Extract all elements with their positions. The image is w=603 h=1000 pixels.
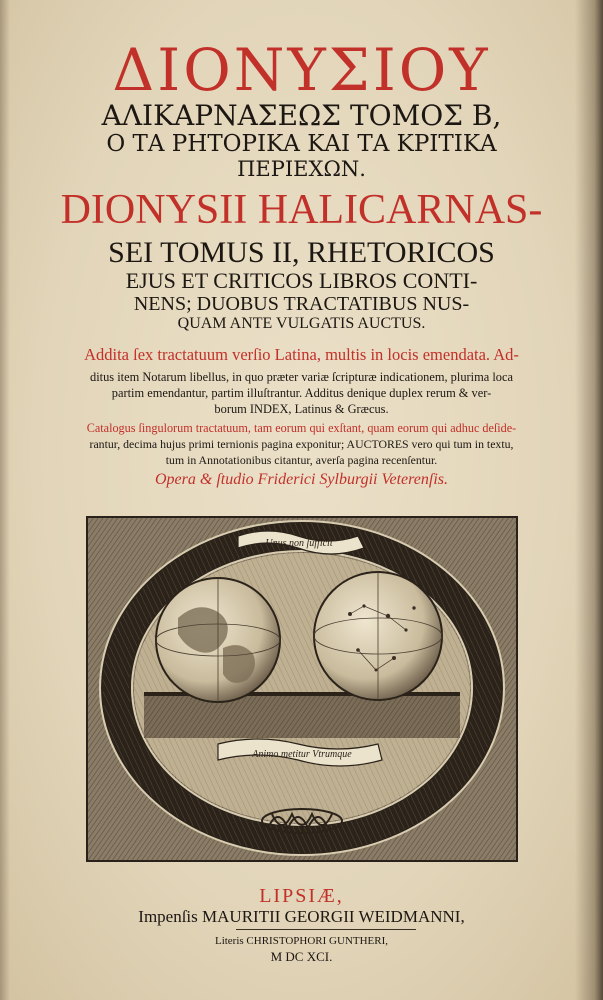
editor-line: Opera & ſtudio Friderici Sylburgii Veterenſis. xyxy=(155,471,448,488)
addita-line-4: borum INDEX, Latinus & Græcus. xyxy=(214,402,389,416)
latin-subtitle-line-4: QUAM ANTE VULGATIS AUCTUS. xyxy=(177,315,426,332)
top-motto-text: Unus non ſufficit xyxy=(265,538,333,549)
imprint-place: LIPSIÆ, xyxy=(259,885,344,907)
latin-subtitle-line-2: EJUS ET CRITICOS LIBROS CONTI- xyxy=(125,268,478,293)
imprint-publisher: Impenſis MAURITII GEORGII WEIDMANNI, xyxy=(138,907,465,926)
latin-subtitle-line-1: SEI TOMUS II, RHETORICOS xyxy=(108,236,495,269)
latin-title: DIONYSII HALICARNAS- xyxy=(60,187,543,233)
catalogus-line-2: rantur, decima hujus primi ternionis pagina exponitur; AUCTORES vero qui tum in textu, xyxy=(89,437,514,451)
imprint-rule xyxy=(236,929,416,930)
greek-subtitle-line-2: Ο ΤΑ ΡΗΤΟΡΙΚΑ ΚΑΙ ΤΑ ΚΡΙΤΙΚΑ xyxy=(106,131,497,157)
addita-line-3: partim emendantur, partim illuſtrantur. Additus denique duplex rerum & ver- xyxy=(111,386,492,400)
addita-line-2: ditus item Notarum libellus, in quo præter variæ ſcripturæ indicationem, plurima loca xyxy=(90,370,513,384)
greek-subtitle-line-1: ΑΛΙΚΑΡΝΑΣΕΩΣ ΤΟΜΟΣ Β, xyxy=(101,99,502,132)
engraved-vignette xyxy=(86,516,518,862)
greek-subtitle-line-3: ΠΕΡΙΕΧΩΝ. xyxy=(237,157,366,181)
imprint-year: M DC XCI. xyxy=(270,949,333,964)
bottom-motto-text: Animo metitur Vtrumque xyxy=(252,749,352,760)
catalogus-line-1: Catalogus ſingulorum tractatuum, tam eorum qui exſtant, quam eorum qui adhuc deſide- xyxy=(86,421,517,435)
addita-line-1: Addita ſex tractatuum verſio Latina, multis in locis emendata. Ad- xyxy=(84,345,519,364)
catalogus-line-3: tum in Annotationibus citantur, averſa pagina recenſentur. xyxy=(165,453,438,467)
latin-subtitle-line-3: NENS; DUOBUS TRACTATIBUS NUS- xyxy=(133,293,470,315)
greek-title: ΔΙΟΝΥΣΙΟΥ xyxy=(112,36,491,104)
globes-engraving-svg xyxy=(88,518,516,860)
imprint-printer: Literis CHRISTOPHORI GUNTHERI, xyxy=(214,935,389,947)
binding-shadow xyxy=(575,0,603,1000)
